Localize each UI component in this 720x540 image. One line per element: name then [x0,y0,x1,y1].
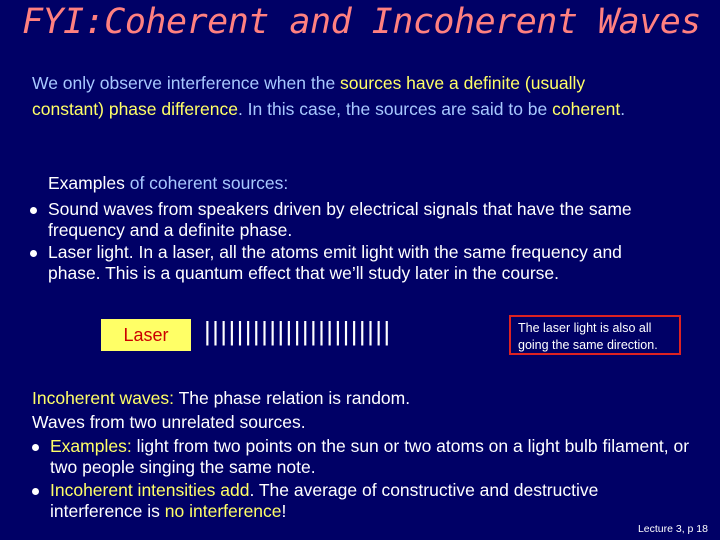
no-interference-text: no interference [164,501,282,521]
list-item-text: Laser light. In a laser, all the atoms emit light with the same frequency and phase. This is a quantum effect that we’ll study later in the course. [48,242,622,283]
bullet-icon [30,207,37,214]
laser-label: Laser [123,324,169,345]
intro-paragraph [32,70,632,122]
list-item [30,199,650,241]
examples-heading [48,173,288,194]
intro-highlight-coherent: coherent [552,99,621,119]
incoherent-list [32,436,692,522]
slide-title: FYI:Coherent and Incoherent Waves [22,2,701,42]
intro-highlight-phase: sources have a definite (usually constant) phase difference [32,73,586,119]
incoherent-line-2: Waves from two unrelated sources. [32,412,306,432]
examples-heading-rest: of coherent sources: [124,173,289,193]
incoherent-line-1 [32,386,692,410]
laser-note-text: The laser light is also all going the same direction. [518,321,658,352]
laser-note-box [509,315,681,355]
slide-footer: Lecture 3, p 18 [637,523,708,535]
list-item-text: Sound waves from speakers driven by electrical signals that have the same frequency and a definite phase. [48,199,632,240]
list-item [30,242,650,284]
bullet-icon [32,444,39,451]
bullet-icon [32,488,39,495]
exclamation-text: ! [281,501,287,521]
intro-text-1: We only observe interference when the [32,73,341,93]
wavefront-lines: ||||||||||||||||||||||| [204,316,392,346]
incoherent-definition: The phase relation is random. [174,388,411,408]
intensities-add-text: Incoherent intensities add [50,480,250,500]
average-text: . The average of constructive and destructive interference is [50,480,599,521]
intro-text-3: . [620,99,626,119]
list-item [32,480,692,522]
bullet-icon [30,250,37,257]
incoherent-term: Incoherent waves: [32,388,175,408]
examples-label: Examples: [50,436,132,456]
incoherent-examples-text: light from two points on the sun or two atoms on a light bulb filament, or two people singing the same note. [50,436,690,477]
laser-label-box [101,319,191,351]
examples-heading-prefix: Examples [48,173,125,193]
intro-text-2: . In this case, the sources are said to be [237,99,553,119]
coherent-examples-list [30,199,650,285]
list-item [32,436,692,478]
incoherent-section [32,386,692,523]
